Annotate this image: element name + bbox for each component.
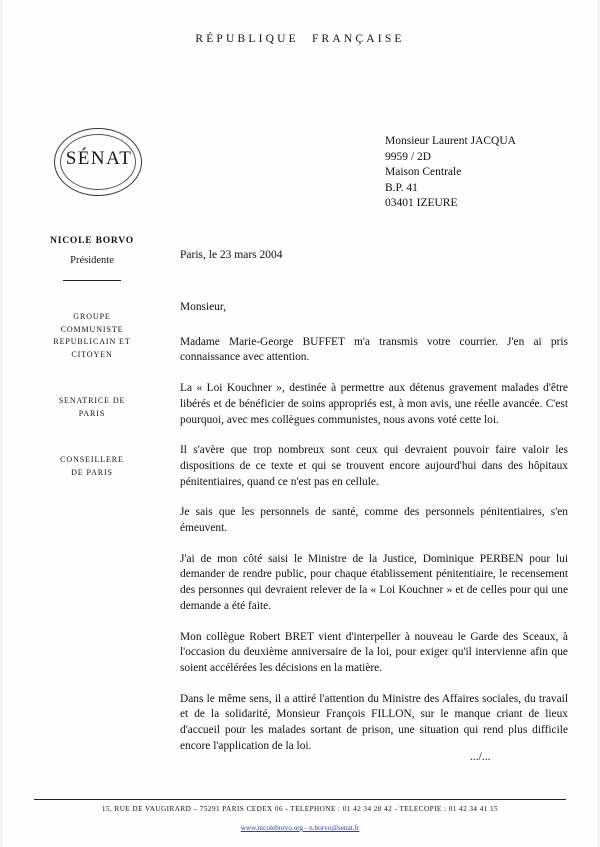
letter-paragraph: Madame Marie-George BUFFET m'a transmis votre courrier. J'en ai pris connaissance avec attention. (180, 335, 568, 364)
recipient-line: B.P. 41 (385, 181, 418, 194)
divider (63, 280, 121, 281)
salutation: Monsieur, (180, 301, 227, 313)
sender-group (22, 311, 162, 361)
letter-paragraph: La « Loi Kouchner », destinée à permettre aux détenus gravement malades d'être libérés et de bénéficier de soins appropriés est, à mon avis, une réelle avancée. C'est pourquoi, avec mes collègues communistes, nous avons voté cette loi. (180, 382, 568, 426)
sender-mandate-line: PARIS (78, 408, 106, 418)
sender-group-line: COMMUNISTE (60, 324, 124, 334)
letter-paragraph: Dans le même sens, il a attiré l'attention du Ministre des Affaires sociales, du travail et de la solidarité, Monsieur François FILLON, sur le manque criant de lieux d'accueil pour les malades sortant de prison, une situation qui rend plus difficile encore l'application de la loi. (180, 692, 568, 752)
sender-mandate-senatrice (22, 395, 162, 420)
footer-address: 15, RUE DE VAUGIRARD – 75291 PARIS CEDEX 06 - TELEPHONE : 01 42 34 28 42 - TELECOPIE : 01 42 34 41 15 (101, 805, 499, 813)
republic-heading: RÉPUBLIQUE FRANÇAISE (195, 33, 405, 45)
sender-role: Présidente (70, 255, 114, 266)
recipient-address (385, 134, 516, 212)
recipient-line: 03401 IZEURE (385, 197, 458, 209)
footer-website-link[interactable]: www.nicoleborvo.org - n.borvo@senat.fr (240, 824, 360, 832)
recipient-line: Maison Centrale (385, 166, 462, 178)
sender-group-line: REPUBLICAIN ET (53, 337, 131, 346)
sender-name: NICOLE BORVO (50, 236, 134, 246)
letter-body (180, 300, 568, 769)
sender-identity-sidebar (22, 236, 162, 479)
sender-mandate-line: CONSEILLERE (60, 455, 124, 464)
letter-paragraph: Mon collègue Robert BRET vient d'interpeller à nouveau le Garde des Sceaux, à l'occasion du deuxième anniversaire de la loi, pour exiger qu'il intervienne afin que soient accélérées les décisions en la matière. (180, 630, 568, 674)
recipient-line: Monsieur Laurent JACQUA (385, 135, 516, 147)
sender-group-line: CITOYEN (71, 349, 113, 359)
letter-paragraph: Je sais que les personnels de santé, comme des personnels pénitentiaires, s'en émeuvent. (180, 506, 568, 535)
dateline: Paris, le 23 mars 2004 (180, 249, 283, 261)
letter-paragraph: Il s'avère que trop nombreux sont ceux qui devraient pouvoir faire valoir les dispositions de ce texte et qui se trouvent encore aujourd'hui dans des hôpitaux pénitentiaires, quand ce n'est pas en cellule. (180, 444, 568, 488)
recipient-line: 9959 / 2D (385, 150, 431, 163)
senate-logo-text: SÉNAT (65, 148, 133, 169)
scan-edge-left (0, 0, 3, 847)
continued-marker: .../... (470, 751, 491, 763)
sender-mandate-conseillere (22, 454, 162, 479)
footer-divider (34, 799, 566, 800)
sender-mandate-line: DE PARIS (71, 467, 113, 477)
sender-mandate-line: SENATRICE DE (58, 396, 126, 405)
sender-group-line: GROUPE (73, 312, 111, 321)
letter-paragraph: J'ai de mon côté saisi le Ministre de la Justice, Dominique PERBEN pour lui demander de rendre public, pour chaque établissement pénitentiaire, le recensement des personnes qui devraient relever de la « Loi Kouchner » et de celles pour qui une demande a été faite. (180, 552, 568, 612)
senate-logo (44, 128, 154, 200)
